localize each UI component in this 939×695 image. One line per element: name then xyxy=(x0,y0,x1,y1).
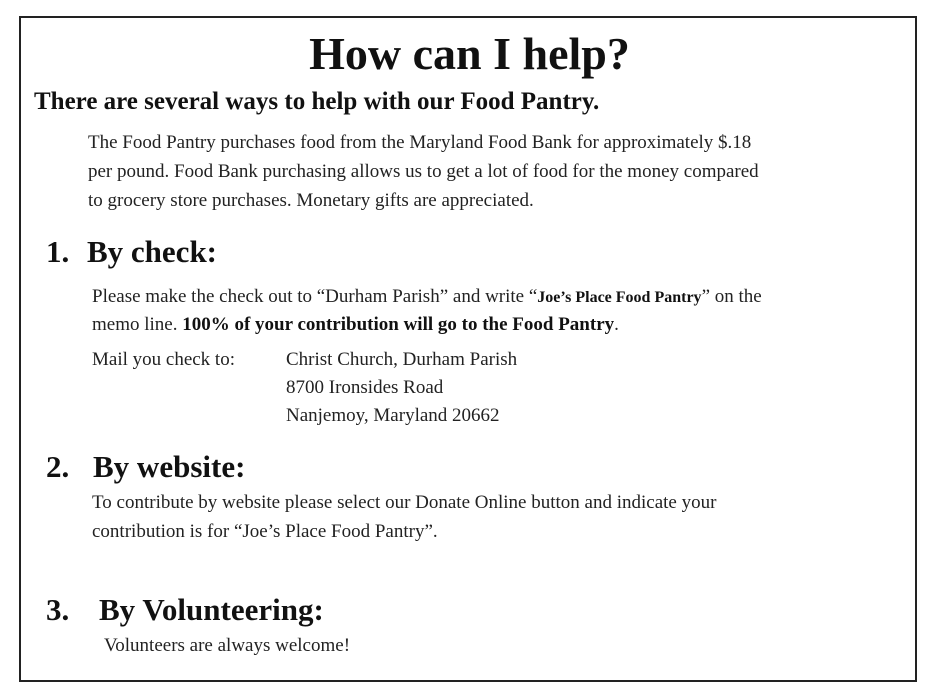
volunteer-heading-text: By Volunteering: xyxy=(99,592,324,627)
check-line-1 xyxy=(92,282,762,312)
check-line-1-post: ” on the xyxy=(701,286,762,307)
contribution-note-bold: 100% of your contribution will go to the Food Pantry xyxy=(182,314,615,335)
check-heading-text: By check: xyxy=(87,234,218,269)
volunteer-number: 3. xyxy=(46,592,70,627)
address-line-3: Nanjemoy, Maryland 20662 xyxy=(286,405,500,426)
check-number: 1. xyxy=(46,234,70,269)
check-line-2-post: . xyxy=(614,314,619,335)
volunteer-heading xyxy=(46,590,324,630)
check-line-1-pre: Please make the check out to “Durham Parish” and write “ xyxy=(92,286,538,307)
website-heading xyxy=(46,447,245,487)
website-number: 2. xyxy=(46,449,70,484)
volunteer-line-1: Volunteers are always welcome! xyxy=(104,635,351,656)
website-heading-text: By website: xyxy=(93,449,246,484)
pantry-name-bold: Joe’s Place Food Pantry xyxy=(537,289,702,306)
check-line-2 xyxy=(92,310,619,339)
website-line-2: contribution is for “Joe’s Place Food Pantry”. xyxy=(92,521,438,542)
website-line-1: To contribute by website please select our Donate Online button and indicate your xyxy=(92,492,717,513)
intro-line-1: The Food Pantry purchases food from the Maryland Food Bank for approximately $.18 xyxy=(88,132,752,153)
check-heading xyxy=(46,232,217,272)
page-title: How can I help? xyxy=(309,28,630,79)
intro-line-3: to grocery store purchases. Monetary gifts are appreciated. xyxy=(88,190,534,211)
check-line-2-pre: memo line. xyxy=(92,314,183,335)
intro-line-2: per pound. Food Bank purchasing allows us to get a lot of food for the money compared xyxy=(88,161,759,182)
mail-label: Mail you check to: xyxy=(92,349,235,370)
address-line-2: 8700 Ironsides Road xyxy=(286,377,444,398)
page-subtitle: There are several ways to help with our Food Pantry. xyxy=(34,88,600,115)
address-line-1: Christ Church, Durham Parish xyxy=(286,349,518,370)
